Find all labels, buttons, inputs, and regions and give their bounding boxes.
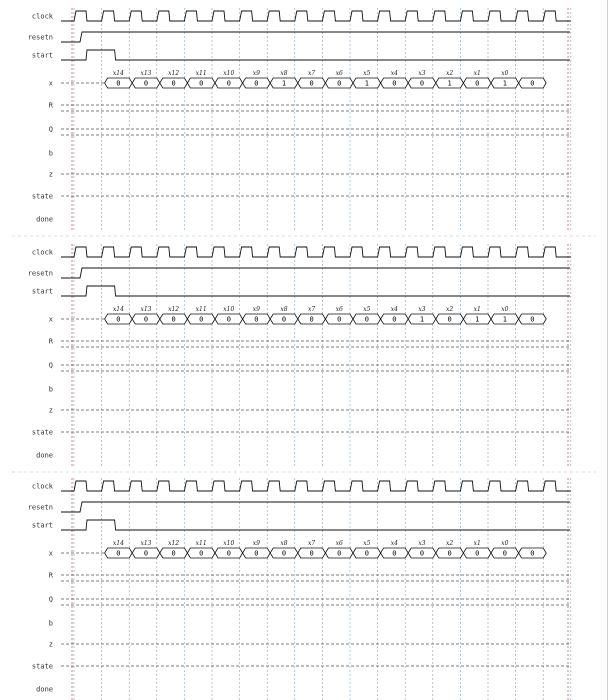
signal-label: x [48, 79, 53, 88]
x-index-label: x6 [335, 70, 343, 77]
x-value-text: 0 [392, 79, 397, 88]
x-index-label: x5 [363, 540, 371, 547]
x-index-label: x5 [363, 70, 371, 77]
signal-label: x [48, 315, 53, 324]
x-value-text: 1 [281, 79, 287, 88]
clock-waveform [61, 247, 571, 257]
x-value-text: 0 [337, 79, 342, 88]
x-index-label: x2 [445, 306, 454, 313]
signal-label: done [36, 451, 53, 460]
x-value-text: 1 [502, 315, 507, 324]
start-waveform [61, 50, 570, 60]
x-index-label: x9 [252, 306, 261, 313]
signal-label: R [48, 337, 53, 346]
x-index-label: x8 [280, 70, 288, 77]
x-index-label: x9 [252, 70, 261, 77]
x-index-label: x11 [195, 306, 207, 313]
x-value-text: 0 [364, 315, 369, 324]
x-index-label: x11 [195, 540, 207, 547]
signal-label: clock [31, 482, 53, 491]
x-value-text: 0 [199, 315, 204, 324]
x-value-text: 0 [530, 315, 535, 324]
signal-label: done [36, 685, 53, 694]
x-index-label: x12 [168, 540, 180, 547]
clock-waveform [61, 11, 571, 21]
signal-label: Q [48, 125, 53, 134]
x-index-label: x10 [223, 306, 235, 313]
x-value-text: 0 [475, 549, 480, 558]
x-index-label: x13 [140, 70, 152, 77]
x-value-text: 0 [419, 549, 425, 558]
x-index-label: x1 [473, 306, 481, 313]
signal-label: resetn [27, 33, 53, 42]
x-value-text: 0 [309, 315, 314, 324]
resetn-waveform [61, 268, 570, 278]
signal-label: b [48, 149, 53, 158]
x-index-label: x3 [418, 306, 426, 313]
x-index-label: x3 [418, 540, 426, 547]
x-index-label: x4 [390, 540, 399, 547]
x-value-text: 0 [199, 79, 204, 88]
signal-label: state [31, 662, 53, 671]
signal-label: start [31, 521, 53, 530]
x-index-label: x14 [112, 540, 124, 547]
x-value-text: 0 [502, 549, 507, 558]
signal-label: b [48, 385, 53, 394]
signal-label: R [48, 571, 53, 580]
clock-waveform [61, 481, 571, 491]
signal-label: Q [48, 361, 53, 370]
x-value-text: 0 [447, 549, 452, 558]
signal-label: z [48, 170, 53, 179]
x-value-text: 1 [419, 315, 425, 324]
x-value-text: 0 [116, 549, 121, 558]
x-index-label: x4 [390, 306, 399, 313]
x-index-label: x8 [280, 306, 288, 313]
x-value-text: 0 [199, 549, 204, 558]
x-value-text: 1 [447, 79, 452, 88]
signal-label: b [48, 619, 53, 628]
x-value-text: 0 [392, 315, 397, 324]
x-index-label: x14 [112, 306, 124, 313]
x-value-text: 0 [530, 549, 535, 558]
x-value-text: 0 [226, 549, 231, 558]
start-waveform [61, 286, 570, 296]
x-index-label: x8 [280, 540, 288, 547]
signal-label: clock [31, 248, 53, 257]
x-value-text: 0 [254, 315, 259, 324]
signal-label: z [48, 406, 53, 415]
resetn-waveform [61, 32, 570, 42]
x-value-text: 0 [364, 549, 369, 558]
x-index-label: x10 [223, 70, 235, 77]
x-index-label: x2 [445, 540, 454, 547]
signal-label: start [31, 287, 53, 296]
x-index-label: x0 [501, 540, 509, 547]
x-value-text: 1 [502, 79, 507, 88]
x-index-label: x13 [140, 540, 152, 547]
x-index-label: x0 [501, 306, 509, 313]
x-value-text: 0 [143, 549, 149, 558]
signal-label: state [31, 428, 53, 437]
x-index-label: x9 [252, 540, 261, 547]
x-index-label: x13 [140, 306, 152, 313]
signal-label: clock [31, 12, 53, 21]
x-index-label: x11 [195, 70, 207, 77]
x-value-text: 1 [475, 315, 480, 324]
x-index-label: x12 [168, 70, 180, 77]
x-value-text: 0 [226, 315, 231, 324]
x-index-label: x7 [307, 306, 316, 313]
x-value-text: 0 [530, 79, 535, 88]
signal-label: resetn [27, 269, 53, 278]
x-value-text: 0 [143, 315, 149, 324]
x-value-text: 0 [143, 79, 149, 88]
signal-label: state [31, 192, 53, 201]
x-value-text: 0 [254, 79, 259, 88]
x-value-text: 0 [392, 549, 397, 558]
x-value-text: 1 [364, 79, 369, 88]
x-value-text: 0 [281, 549, 287, 558]
x-index-label: x10 [223, 540, 235, 547]
signal-label: x [48, 549, 53, 558]
x-index-label: x3 [418, 70, 426, 77]
x-value-text: 0 [116, 315, 121, 324]
x-index-label: x6 [335, 306, 343, 313]
signal-label: Q [48, 595, 53, 604]
x-value-text: 0 [337, 549, 342, 558]
signal-label: resetn [27, 503, 53, 512]
x-value-text: 0 [337, 315, 342, 324]
x-value-text: 0 [116, 79, 121, 88]
signal-label: start [31, 51, 53, 60]
x-index-label: x14 [112, 70, 124, 77]
x-value-text: 0 [419, 79, 425, 88]
x-value-text: 0 [281, 315, 287, 324]
x-value-text: 0 [309, 79, 314, 88]
x-index-label: x6 [335, 540, 343, 547]
x-index-label: x0 [501, 70, 509, 77]
x-index-label: x2 [445, 70, 454, 77]
x-value-text: 0 [447, 315, 452, 324]
resetn-waveform [61, 502, 570, 512]
x-value-text: 0 [171, 79, 176, 88]
x-value-text: 0 [254, 549, 259, 558]
x-index-label: x12 [168, 306, 180, 313]
x-index-label: x5 [363, 306, 371, 313]
x-value-text: 0 [226, 79, 231, 88]
signal-label: z [48, 640, 53, 649]
x-value-text: 0 [475, 79, 480, 88]
signal-label: done [36, 215, 53, 224]
x-value-text: 0 [171, 549, 176, 558]
x-index-label: x4 [390, 70, 399, 77]
start-waveform [61, 520, 570, 530]
x-value-text: 0 [171, 315, 176, 324]
x-index-label: x7 [307, 540, 316, 547]
signal-label: R [48, 101, 53, 110]
x-value-text: 0 [309, 549, 314, 558]
x-index-label: x1 [473, 70, 481, 77]
x-index-label: x1 [473, 540, 481, 547]
x-index-label: x7 [307, 70, 316, 77]
